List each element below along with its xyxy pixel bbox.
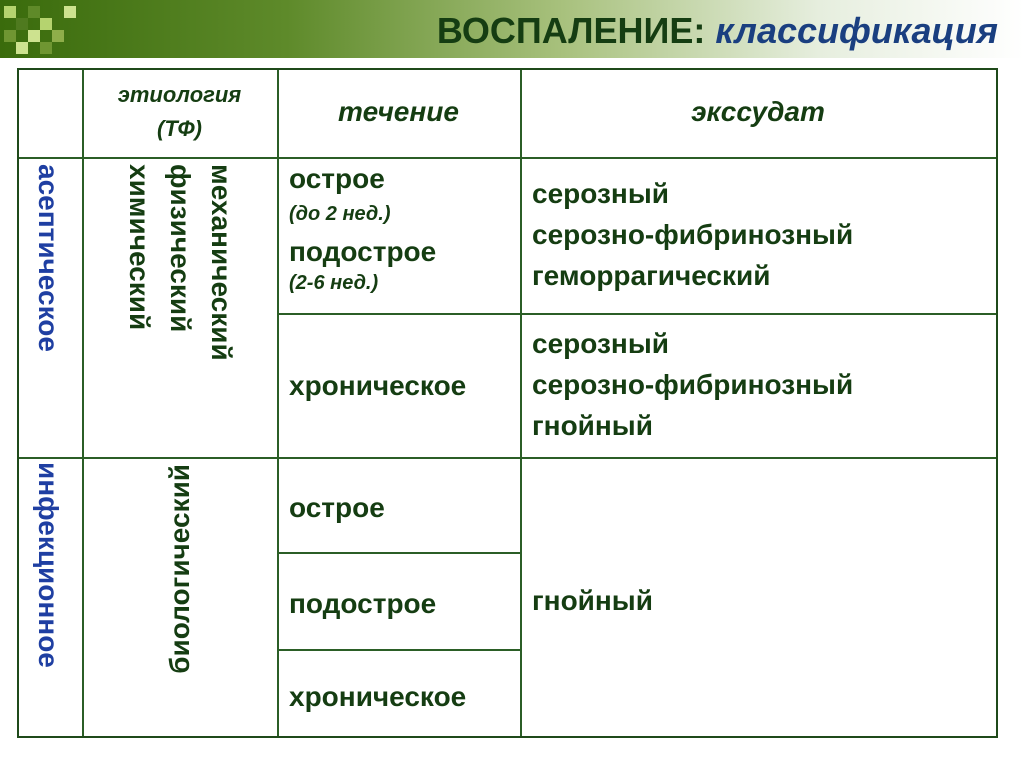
exudate-item: серозный [532,178,669,209]
header-etiology [82,78,277,146]
table-divider [277,70,279,736]
title-subtitle: классификация [715,10,998,51]
exudate-item: серозно-фибринозный [532,219,854,250]
course-subacute: подострое [289,236,437,267]
exudate-item: геморрагический [532,260,771,291]
page-title [437,10,998,52]
infectious-exudate: гнойный [532,585,653,616]
header-etiology-abbr: (ТФ) [157,116,202,141]
header-exudate: экссудат [691,96,825,127]
table-divider [277,313,996,315]
table-divider [520,70,522,736]
exudate-item: серозно-фибринозный [532,369,854,400]
infectious-factor: биологический [164,464,195,674]
exudate-item: гнойный [532,410,653,441]
infectious-course-acute: острое [289,492,385,523]
course-subacute-duration: (2-6 нед.) [289,272,379,294]
title-main: ВОСПАЛЕНИЕ: [436,10,706,51]
factor-physical: физический [165,164,196,333]
factor-mechanical: механический [206,164,237,361]
aseptic-course-chronic: хроническое [289,370,467,401]
course-acute-duration: (до 2 нед.) [289,203,391,225]
course-acute: острое [289,163,385,194]
infectious-course-chronic: хроническое [289,681,467,712]
exudate-item: серозный [532,328,669,359]
aseptic-course-acute [289,158,519,294]
aseptic-type-label: асептическое [33,164,64,352]
aseptic-exudate-chronic [532,323,992,446]
infectious-course-subacute: подострое [289,588,437,619]
aseptic-factors [119,164,242,361]
factor-chemical: химический [124,164,155,331]
table-divider [19,457,996,459]
header-course: течение [338,96,459,127]
table-divider [277,649,520,651]
infectious-type-label: инфекционное [33,462,64,668]
table-divider [277,552,520,554]
header-etiology-label: этиология [117,82,242,107]
aseptic-exudate-acute [532,173,992,296]
table-divider [82,70,84,736]
classification-table [17,68,998,738]
